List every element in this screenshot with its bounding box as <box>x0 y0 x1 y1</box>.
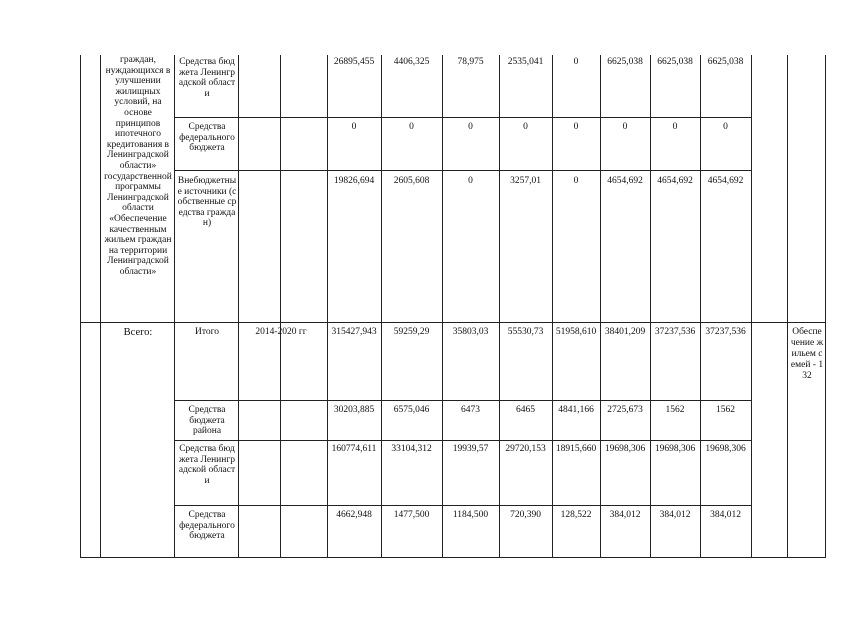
value-cell: 0 <box>468 176 473 186</box>
value-cell: 1562 <box>716 405 735 415</box>
value-cell: 6465 <box>516 405 535 415</box>
value-cell: 2725,673 <box>607 405 643 415</box>
h-rule <box>80 557 826 558</box>
value-cell: 1477,500 <box>393 510 430 520</box>
value-cell: 19939,57 <box>452 444 489 454</box>
program-description: граждан, нуждающихся в улучшении жилищных условий, на основе принципов ипотечного кредитования в Ленинградской области» государственной программы Ленинградской области «Обеспечение качественным жильем граждан на территории Ленинградской области» <box>104 55 172 277</box>
value-cell: 0 <box>523 122 528 132</box>
v-rule <box>751 55 752 557</box>
h-rule <box>80 322 826 323</box>
value-cell: 3257,01 <box>510 176 541 186</box>
value-cell: 59259,29 <box>393 327 430 337</box>
total-label: Всего: <box>123 327 153 338</box>
value-cell: 38401,209 <box>604 327 646 337</box>
value-cell: 78,975 <box>457 57 484 67</box>
value-cell: 33104,312 <box>391 444 432 454</box>
value-cell: 6625,038 <box>657 57 693 67</box>
value-cell: 19698,306 <box>654 444 696 454</box>
value-cell: 0 <box>723 122 728 132</box>
value-cell: 4654,692 <box>657 176 693 186</box>
source-label-federal-budget-2: Средства федерального бюджета <box>179 510 235 541</box>
v-rule <box>825 55 826 557</box>
value-cell: 160774,611 <box>331 444 377 454</box>
value-cell: 315427,943 <box>331 327 377 337</box>
value-cell: 2535,041 <box>507 57 544 67</box>
v-rule <box>238 55 239 557</box>
value-cell: 4654,692 <box>607 176 643 186</box>
result-indicator: Обеспечение жильем семей - 132 <box>790 327 824 381</box>
value-cell: 4662,948 <box>336 510 372 520</box>
value-cell: 128,522 <box>560 510 592 520</box>
value-cell: 37237,536 <box>654 327 696 337</box>
h-rule <box>174 440 751 441</box>
value-cell: 6625,038 <box>707 57 744 67</box>
v-rule <box>787 55 788 557</box>
value-cell: 0 <box>672 122 678 132</box>
v-rule <box>80 55 81 557</box>
value-cell: 4841,166 <box>558 405 594 415</box>
value-cell: 6625,038 <box>607 57 643 67</box>
value-cell: 0 <box>573 176 579 186</box>
value-cell: 6575,046 <box>393 405 430 415</box>
value-cell: 384,012 <box>609 510 641 520</box>
h-rule <box>174 170 751 171</box>
value-cell: 51958,610 <box>555 327 597 337</box>
value-cell: 384,012 <box>710 510 741 520</box>
h-rule <box>174 117 751 118</box>
source-label-district-budget: Средства бюджета района <box>188 405 226 436</box>
value-cell: 1184,500 <box>452 510 489 520</box>
value-cell: 19698,306 <box>705 444 746 454</box>
value-cell: 0 <box>622 122 628 132</box>
value-cell: 0 <box>409 122 414 132</box>
value-cell: 26895,455 <box>333 57 375 67</box>
source-label-federal-budget: Средства федерального бюджета <box>179 122 235 153</box>
v-rule <box>100 55 101 557</box>
v-rule <box>174 55 175 557</box>
value-cell: 37237,536 <box>705 327 746 337</box>
source-label-extrabudgetary: Внебюджетные источники (собственные средства граждан) <box>177 176 237 228</box>
v-rule <box>280 55 281 557</box>
value-cell: 0 <box>468 122 473 132</box>
value-cell: 0 <box>573 122 579 132</box>
value-cell: 4406,325 <box>393 57 430 67</box>
value-cell: 6473 <box>461 405 480 415</box>
source-label-regional-budget: Средства бюджета Ленинградской области <box>178 57 236 99</box>
source-label-regional-budget-2: Средства бюджета Ленинградской области <box>178 444 236 486</box>
value-cell: 35803,03 <box>452 327 489 337</box>
value-cell: 29720,153 <box>505 444 546 454</box>
source-label-total: Итого <box>194 327 220 337</box>
value-cell: 2605,608 <box>393 176 430 186</box>
value-cell: 4654,692 <box>707 176 744 186</box>
value-cell: 1562 <box>665 405 685 415</box>
h-rule <box>174 400 751 401</box>
value-cell: 720,390 <box>510 510 541 520</box>
value-cell: 384,012 <box>659 510 691 520</box>
h-rule <box>174 505 751 506</box>
value-cell: 0 <box>351 122 357 132</box>
value-cell: 18915,660 <box>555 444 597 454</box>
period-label: 2014-2020 гг <box>255 327 307 337</box>
value-cell: 55530,73 <box>507 327 544 337</box>
value-cell: 30203,885 <box>333 405 375 415</box>
value-cell: 0 <box>573 57 579 67</box>
value-cell: 19826,694 <box>333 176 375 186</box>
value-cell: 19698,306 <box>604 444 646 454</box>
